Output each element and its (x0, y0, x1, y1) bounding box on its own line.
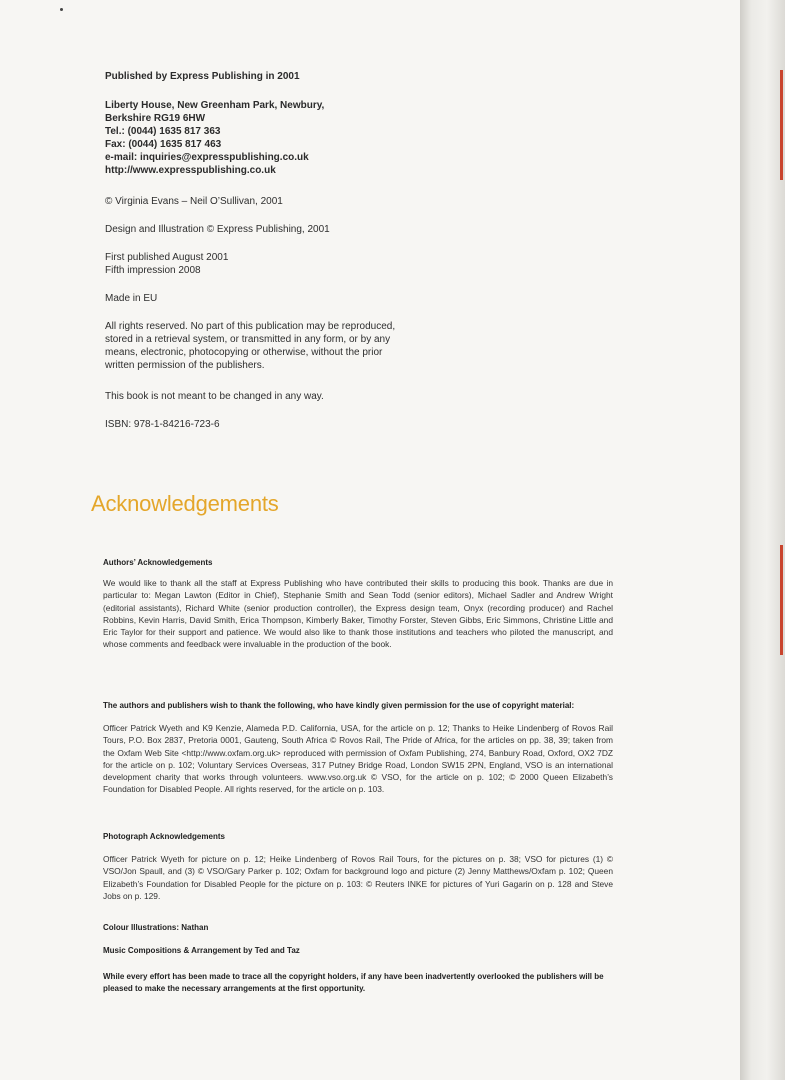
photograph-acknowledgements (103, 831, 613, 902)
closing-note-block (103, 971, 613, 995)
authors-ack-text: We would like to thank all the staff at Express Publishing who have contributed their skills to producing this book. Thanks are due in particular to: Megan Lawton (Editor in Chief), Stephanie Smith and Sean Todd (senior editors), Michael Sadler and Andrew Wright (editorial assistants), Richard White (senior production controller), the Express design team, Onyx (recording producer) and Rachel Robbins, Kevin Harris, David Smith, Erica Thompson, Kimberly Baker, Timothy Forster, Steven Gibbs, Eric Simmons, Christine Little and Eric Taylor for their support and patience. We would also like to thank those institutions and teachers who piloted the manuscript, and whose comments and feedback were invaluable in the production of the book. (103, 578, 613, 650)
email-line: e-mail: inquiries@expresspublishing.co.uk (105, 152, 309, 163)
first-published: First published August 2001 (105, 252, 229, 263)
edition-info (105, 251, 535, 277)
rights-line: stored in a retrieval system, or transmitted in any form, or by any (105, 334, 391, 345)
phone-line: Tel.: (0044) 1635 817 363 (105, 126, 221, 137)
music-credit-block (103, 945, 613, 957)
made-in: Made in EU (105, 293, 158, 304)
photo-text: Officer Patrick Wyeth for picture on p. 12; Heike Lindenberg of Rovos Rail Tours, for the pictures on p. 38; VSO for pictures (1) © VSO/Jon Spaull, and (3) © VSO/Gary Parker p. 102; Oxfam for background logo and picture (2) Jenny Matthews/Oxfam p. 102; Queen Elizabeth’s Foundation for Disabled People for the picture on p. 103: © Reuters INKE for pictures of Yuri Gagarin on p. 128 and Steve Jobs on p. 129. (103, 854, 613, 901)
not-changed-notice: This book is not meant to be changed in any way. (105, 391, 324, 402)
publisher-address (105, 99, 525, 177)
design-copyright: Design and Illustration © Express Publishing, 2001 (105, 224, 330, 235)
isbn: ISBN: 978-1-84216-723-6 (105, 419, 220, 430)
edge-mark (780, 70, 783, 180)
authors-ack-heading: Authors’ Acknowledgements (103, 558, 213, 567)
website-line: http://www.expresspublishing.co.uk (105, 165, 276, 176)
rights-line: All rights reserved. No part of this publication may be reproduced, (105, 321, 396, 332)
authors-copyright: © Virginia Evans – Neil O’Sullivan, 2001 (105, 196, 283, 207)
speck (60, 8, 63, 11)
permission-text: Officer Patrick Wyeth and K9 Kenzie, Alameda P.D. California, USA, for the article on p. 12; Thanks to Heike Lindenberg of Rovos Rail Tours, P.O. Box 2837, Pretoria 0001, Gauteng, South Africa © Rovos Rail, The Pride of Africa, for the articles on pp. 38, 39; taken from the Oxfam Web Site <http://www.oxfam.org.uk> reproduced with permission of Oxfam Publishing, 274, Banbury Road, Oxford, OX2 7DZ for the article on p. 102; Voluntary Services Overseas, 317 Putney Bridge Road, London SW15 2PN, England, VSO is an international development charity that works through volunteers. www.vso.org.uk © VSO, for the article on p. 102; © 2000 Queen Elizabeth’s Foundation for Disabled People. All rights reserved, for the article on p. 103. (103, 723, 613, 795)
rights-line: means, electronic, photocopying or otherwise, without the prior (105, 347, 383, 358)
publisher-info (105, 70, 525, 177)
photo-heading: Photograph Acknowledgements (103, 832, 225, 841)
music-credit: Music Compositions & Arrangement by Ted and Taz (103, 946, 300, 955)
published-line: Published by Express Publishing in 2001 (105, 71, 300, 82)
impression: Fifth impression 2008 (105, 265, 201, 276)
edge-mark (780, 545, 783, 655)
next-page-edge (740, 0, 785, 1080)
address-line: Berkshire RG19 6HW (105, 113, 206, 124)
permission-heading: The authors and publishers wish to thank the following, who have kindly given permission for the use of copyright material: (103, 701, 575, 710)
rights-line: written permission of the publishers. (105, 360, 265, 371)
closing-note: While every effort has been made to trace all the copyright holders, if any have been inadvertently overlooked the publishers will be pleased to make the necessary arrangements at the first opportunity. (103, 972, 604, 994)
address-line: Liberty House, New Greenham Park, Newbury, (105, 100, 325, 111)
rights-notice (105, 320, 535, 372)
copyright-permissions (103, 700, 613, 795)
colour-illustrations (103, 922, 613, 934)
fax-line: Fax: (0044) 1635 817 463 (105, 139, 222, 150)
acknowledgements-title: Acknowledgements (91, 491, 279, 516)
colour-credit: Colour Illustrations: Nathan (103, 923, 209, 932)
authors-acknowledgements (103, 557, 613, 650)
